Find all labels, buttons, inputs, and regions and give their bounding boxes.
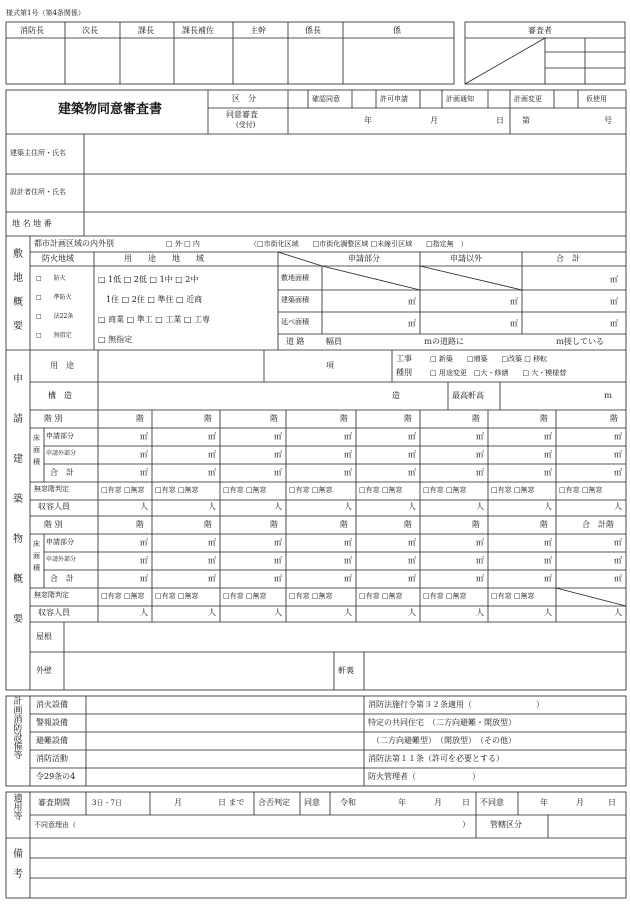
unit-cell: ㎡ [408,432,416,441]
koji-opts-2[interactable]: □ 用途変更 □大・修繕 □ 大・模様替 [430,369,567,377]
unit-cell: ㎡ [344,468,352,477]
apply-side-label: 適 用 等 [13,794,23,822]
person-cell: 人 [208,502,216,511]
person-cell: 人 [544,608,552,617]
kai-cell: 階 [404,414,412,423]
unit: ㎡ [510,319,518,328]
col-not-applied: 申請以外 [450,254,482,263]
unit-cell: ㎡ [544,574,552,583]
fire-right-1: 特定の共同住宅 （二方向避難・開放型） [368,718,516,727]
unit: ㎡ [610,319,618,328]
person-cell: 人 [476,502,484,511]
unit-cell: ㎡ [274,450,282,459]
unit: ㎡ [610,297,618,306]
option-notice[interactable]: 計画通知 [446,95,474,103]
unit-cell: ㎡ [274,574,282,583]
unit-cell: ㎡ [208,432,216,441]
kai-cell: 階 [610,414,618,423]
kai-cell: 階 [606,520,614,529]
windowless-option[interactable]: □有窓 □無窓 [155,486,199,494]
person-cell: 人 [408,608,416,617]
remarks-side-label: 備 考 [13,849,23,880]
unit-cell: ㎡ [208,450,216,459]
road-text: ｍの道路に [424,337,464,346]
person-cell: 人 [614,502,622,511]
kubun-label: 区 分 [232,94,256,103]
kai-cell: 階 [340,520,348,529]
review-date-sub: (受付) [236,121,256,129]
sum-label: 合 計 [50,574,74,583]
windowless-option[interactable]: □有窓 □無窓 [155,592,199,600]
kai-cell: 階 [270,414,278,423]
unit-cell: ㎡ [274,432,282,441]
agree-year: 年 [398,798,406,807]
fire-item-3: 消防活動 [36,754,68,763]
eaves-label: 軒裏 [338,666,354,675]
option-confirm[interactable]: 確認同意 [312,95,340,103]
person-cell: 人 [614,608,622,617]
fire-opt-none[interactable]: □ 無指定 [36,332,72,339]
windowless-option[interactable]: □有窓 □無窓 [491,592,535,600]
unit-cell: ㎡ [344,574,352,583]
area-floor: 延べ面積 [281,318,309,326]
windowless-label: 無窓階判定 [34,591,69,599]
capacity-label: 収容人員 [38,608,70,617]
use-zone-label: 用 途 地 域 [124,254,204,263]
zou-label: 造 [392,391,400,400]
shubetsu-label: 種別 [396,368,412,377]
windowless-option[interactable]: □有窓 □無窓 [423,486,467,494]
fire-opt-junboka[interactable]: □ 準防火 [36,294,72,301]
person-cell: 人 [208,608,216,617]
windowless-option[interactable]: □有窓 □無窓 [289,592,333,600]
person-cell: 人 [344,502,352,511]
floor-area-label: 積 [33,458,40,466]
contact-text: ｍ接している [556,337,604,346]
capacity-label: 収容人員 [38,502,70,511]
use-opts-1[interactable]: □ 1低 □ 2低 □ 1中 □ 2中 [98,275,199,284]
windowless-option[interactable]: □有窓 □無窓 [359,592,403,600]
unit-cell: ㎡ [344,538,352,547]
kai-cell: 階 [540,414,548,423]
windowless-option[interactable]: □有窓 □無窓 [289,486,333,494]
unit-cell: ㎡ [476,574,484,583]
approval-header-5: 係長 [305,26,321,35]
unit: ㎡ [408,297,416,306]
fire-side-label: 計 画 消 防 設 備 等 [13,697,23,761]
kai-cell: 階 [340,414,348,423]
fire-opt-hou22[interactable]: □ 法22条 [36,313,74,320]
unit-cell: ㎡ [140,450,148,459]
kou-label: 項 [326,361,334,370]
judge-label: 合否判定 [258,798,290,807]
windowless-option[interactable]: □有窓 □無窓 [223,486,267,494]
unit-cell: ㎡ [408,468,416,477]
form-number: 様式第1号（第4条関係） [6,9,85,17]
person-cell: 人 [476,608,484,617]
m-unit: ｍ [604,391,612,400]
unit-cell: ㎡ [476,538,484,547]
unit-cell: ㎡ [208,468,216,477]
person-cell: 人 [274,608,282,617]
wall-label: 外壁 [36,666,52,675]
unit-cell: ㎡ [408,556,416,565]
fire-opt-boka[interactable]: □ 防火 [36,275,66,282]
reviewer-label: 審査者 [528,26,552,35]
year-label: 年 [364,116,372,125]
days-option[interactable]: 3日・7日 [92,799,122,807]
roof-label: 屋根 [36,632,52,641]
page-title: 建築物同意審査書 [58,102,163,117]
applied-label: 申請部分 [46,432,74,440]
option-temp-use[interactable]: 仮使用 [586,95,607,103]
kai-cell: 階 [204,414,212,423]
option-permit[interactable]: 許可申請 [380,95,408,103]
unit-cell: ㎡ [544,450,552,459]
disagree-label[interactable]: 不同意 [480,798,504,807]
unit-cell: ㎡ [476,450,484,459]
unit-cell: ㎡ [544,556,552,565]
person-cell: 人 [274,502,282,511]
use-label: 用 途 [50,361,74,370]
unit: ㎡ [408,319,416,328]
fire-right-0: 消防法施行令第３２条適用（ ） [368,700,544,709]
period-label: 審査期間 [38,798,70,807]
unit: ㎡ [610,275,618,284]
unit-cell: ㎡ [140,556,148,565]
road-label: 道 路 [286,337,305,346]
unit-cell: ㎡ [274,538,282,547]
unit-cell: ㎡ [614,556,622,565]
unit-cell: ㎡ [544,432,552,441]
unit-cell: ㎡ [476,432,484,441]
fire-zone-label: 防火地域 [42,254,74,263]
floor-area-label: 積 [33,564,40,572]
unit-cell: ㎡ [544,468,552,477]
site-side-label: 敷 地 概 要 [13,249,23,332]
unit-cell: ㎡ [476,556,484,565]
floor-label: 階 別 [44,414,63,423]
jurisdiction-label: 管轄区分 [490,820,522,829]
unit-cell: ㎡ [614,450,622,459]
kai-cell: 階 [204,520,212,529]
not-applied-label: 申請外部分 [46,556,77,563]
person-cell: 人 [408,502,416,511]
kai-cell: 階 [472,520,480,529]
owner-label: 建築主住所・氏名 [10,149,66,157]
period-month: 月 [174,798,182,807]
city-plan-detail[interactable]: （□市街化区域 □市街化調整区域 □未線引区域 □指定無 ） [250,240,468,248]
use-opts-4[interactable]: □ 無指定 [98,335,133,344]
unit-cell: ㎡ [208,538,216,547]
koji-label: 工事 [396,354,412,363]
windowless-option[interactable]: □有窓 □無窓 [223,592,267,600]
person-cell: 人 [140,502,148,511]
unit-cell: ㎡ [208,556,216,565]
kai-cell: 階 [136,520,144,529]
person-cell: 人 [544,502,552,511]
person-cell: 人 [140,608,148,617]
kai-cell: 階 [404,520,412,529]
floor-area-label: 床 [33,540,40,548]
fire-right-4: 防火管理者（ ） [368,772,480,781]
unit-cell: ㎡ [344,432,352,441]
unit-cell: ㎡ [140,574,148,583]
period-until: 日 まで [218,798,245,807]
unit-cell: ㎡ [476,468,484,477]
approval-header-1: 次長 [82,26,98,35]
option-change[interactable]: 計画変更 [514,95,542,103]
approval-header-4: 主幹 [250,26,266,35]
dai-label: 第 [522,116,530,125]
day-label: 日 [496,116,504,125]
not-applied-label: 申請外部分 [46,450,77,457]
kai-cell: 階 [270,520,278,529]
person-cell: 人 [344,608,352,617]
max-eave-label: 最高軒高 [452,391,484,400]
unit-cell: ㎡ [140,432,148,441]
disagree-month: 月 [576,798,584,807]
area-site: 敷地面積 [281,274,309,282]
unit: ㎡ [510,297,518,306]
approval-header-0: 消防長 [20,26,44,35]
kai-cell: 階 [472,414,480,423]
agree-month: 月 [434,798,442,807]
approval-header-2: 課長 [138,26,154,35]
unit-cell: ㎡ [140,468,148,477]
unit-cell: ㎡ [208,574,216,583]
col-total: 合 計 [556,254,580,263]
unit-cell: ㎡ [274,556,282,565]
unit-cell: ㎡ [140,538,148,547]
fire-item-1: 警報設備 [36,718,68,727]
floor-area-label: 床 [33,434,40,442]
kai-cell: 階 [136,414,144,423]
disagree-reason-label: 不同意理由（ [34,821,76,829]
width-label: 幅員 [326,337,342,346]
unit-cell: ㎡ [408,574,416,583]
windowless-option[interactable]: □有窓 □無窓 [101,486,145,494]
windowless-option[interactable]: □有窓 □無窓 [559,486,603,494]
bldg-side-label: 申 請 建 築 物 概 要 [13,374,23,625]
koji-opts-1[interactable]: □ 新築 □増築 □改築 □ 移転 [430,355,548,363]
lot-label: 地 名 地 番 [12,219,52,228]
city-plan-label: 都市計画区域の内外別 [34,239,114,248]
unit-cell: ㎡ [408,538,416,547]
sum-label: 合 計 [50,468,74,477]
designer-label: 設計者住所・氏名 [10,188,66,196]
fire-right-2: （二方向避難型） （開放型） （その他） [372,736,516,745]
unit-cell: ㎡ [408,450,416,459]
windowless-option[interactable]: □有窓 □無窓 [491,486,535,494]
fire-item-2: 避難設備 [36,736,68,745]
windowless-option[interactable]: □有窓 □無窓 [423,592,467,600]
unit-cell: ㎡ [274,468,282,477]
agree-day: 日 [462,798,470,807]
unit-cell: ㎡ [614,468,622,477]
kai-cell: 階 [540,520,548,529]
review-date-label: 同意審査 [226,110,258,119]
total-cell: 合 計 [582,520,606,529]
area-building: 建築面積 [281,296,309,304]
windowless-option[interactable]: □有窓 □無窓 [359,486,403,494]
go-label: 号 [604,116,612,125]
floor-label: 階 別 [44,520,63,529]
reason-close: ） [462,820,470,829]
unit-cell: ㎡ [344,556,352,565]
use-opts-2[interactable]: 1住 □ 2住 □ 準住 □ 近商 [98,295,203,304]
structure-label: 構 造 [48,391,72,400]
unit-cell: ㎡ [614,574,622,583]
fire-item-4: 令29条の4 [36,772,76,781]
fire-right-3: 消防法第１１条（許可を必要とする） [368,754,504,763]
floor-area-label: 面 [33,446,40,454]
month-label: 月 [430,116,438,125]
unit-cell: ㎡ [344,450,352,459]
use-opts-3[interactable]: □ 商業 □ 準工 □ 工業 □ 工専 [98,315,211,324]
reiwa-label: 令和 [340,798,356,807]
city-plan-options[interactable]: □ 外 □ 内 [166,240,200,248]
approval-header-3: 課長補佐 [182,26,214,35]
disagree-day: 日 [608,798,616,807]
windowless-label: 無窓階判定 [34,485,69,493]
unit-cell: ㎡ [614,432,622,441]
disagree-year: 年 [540,798,548,807]
floor-area-label: 面 [33,552,40,560]
approval-header-6: 係 [393,26,401,35]
unit-cell: ㎡ [544,538,552,547]
windowless-option[interactable]: □有窓 □無窓 [101,592,145,600]
applied-label: 申請部分 [46,538,74,546]
agree-label[interactable]: 同意 [304,798,320,807]
fire-item-0: 消火設備 [36,700,68,709]
col-applied: 申請部分 [348,254,380,263]
unit-cell: ㎡ [614,538,622,547]
